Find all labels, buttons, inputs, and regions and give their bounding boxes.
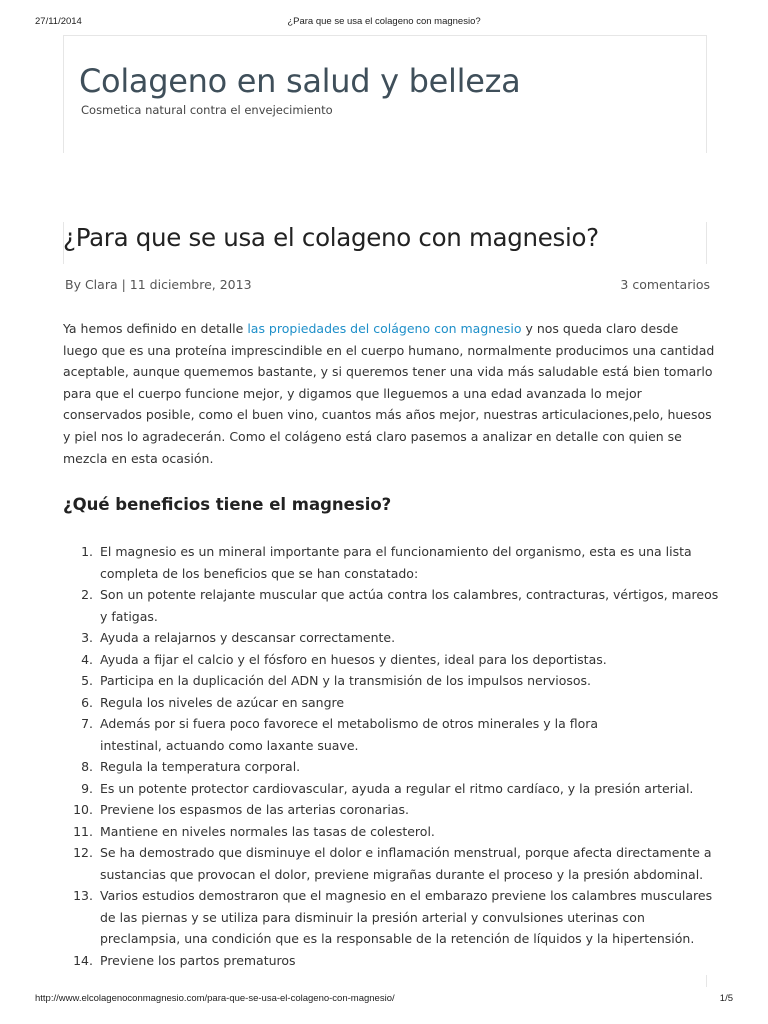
content-right-border xyxy=(706,222,707,264)
list-item-text: Es un potente protector cardiovascular, ayuda a regular el ritmo cardíaco, y la presión arterial. xyxy=(100,780,694,796)
list-item-text: Mantiene en niveles normales las tasas de colesterol. xyxy=(100,823,435,839)
post-meta xyxy=(65,277,252,292)
list-item-text: y fatigas. xyxy=(100,608,158,624)
list-item-text: Son un potente relajante muscular que actúa contra los calambres, contracturas, vértigos, mareos xyxy=(100,587,719,602)
list-item-number: 2. xyxy=(81,587,93,602)
header-box-top-border xyxy=(63,35,707,36)
intro-line: y piel nos lo agradecerán. Como el colágeno está claro pasemos a analizar en detalle con quien se xyxy=(63,428,682,444)
list-item-text: completa de los beneficios que se han constatado: xyxy=(100,565,419,581)
section-heading-benefits: ¿Qué beneficios tiene el magnesio? xyxy=(63,495,392,514)
list-item-text: preclampsia, una condición que es la responsable de la retención de líquidos y la hipertensión. xyxy=(100,931,695,946)
list-item-text: sustancias que provocan el dolor, previene migrañas durante el proceso y la presión abdominal. xyxy=(100,866,704,882)
list-item-number: 14. xyxy=(73,952,93,968)
list-item xyxy=(63,713,713,756)
list-item-text: Ayuda a relajarnos y descansar correctamente. xyxy=(100,630,396,645)
list-item-text: Regula la temperatura corporal. xyxy=(100,759,301,774)
benefits-list xyxy=(63,541,719,971)
list-item-text: Regula los niveles de azúcar en sangre xyxy=(100,694,345,710)
list-item xyxy=(63,950,713,972)
list-item-number: 1. xyxy=(81,544,93,559)
print-header xyxy=(0,16,768,30)
list-item-text: El magnesio es un mineral importante para el funcionamiento del organismo, esta es una lista xyxy=(100,544,692,559)
post-meta-by: By xyxy=(65,277,85,292)
list-item-number: 9. xyxy=(81,780,93,796)
list-item-text: Participa en la duplicación del ADN y la transmisión de los impulsos nerviosos. xyxy=(100,673,592,688)
list-item-number: 12. xyxy=(73,845,93,860)
content-right-border-lower xyxy=(706,975,707,987)
intro-line: para que el cuerpo funcione mejor, y digamos que lleguemos a una edad avanzada lo mejor xyxy=(63,385,642,401)
print-url: http://www.elcolagenoconmagnesio.com/para-que-se-usa-el-colageno-con-magnesio/ xyxy=(35,993,395,1004)
list-item-number: 11. xyxy=(73,823,93,839)
list-item xyxy=(63,670,713,692)
list-item xyxy=(63,821,713,843)
post-meta-separator: | xyxy=(117,277,130,292)
header-box-left-border xyxy=(63,35,64,153)
list-item xyxy=(63,885,713,950)
print-document-title: ¿Para que se usa el colageno con magnesio? xyxy=(287,16,481,27)
list-item-number: 10. xyxy=(73,802,93,817)
list-item-number: 13. xyxy=(73,888,93,903)
intro-line xyxy=(63,318,713,340)
site-tagline: Cosmetica natural contra el envejecimiento xyxy=(81,103,333,117)
comments-link[interactable]: 3 comentarios xyxy=(620,277,710,292)
list-item xyxy=(63,649,713,671)
list-item xyxy=(63,842,713,885)
intro-line: luego que es una proteína imprescindible en el cuerpo humano, normalmente producimos una cantidad xyxy=(63,342,715,358)
header-box-right-border xyxy=(706,35,707,153)
intro-line: conservados posible, como el buen vino, cuantos más años mejor, nuestras articulaciones,pelo, huesos xyxy=(63,407,712,423)
collagen-properties-link[interactable]: las propiedades del colágeno con magnesio xyxy=(247,321,522,336)
site-title[interactable]: Colageno en salud y belleza xyxy=(79,62,521,100)
list-item-text: Previene los partos prematuros xyxy=(100,952,296,968)
intro-paragraph xyxy=(63,318,713,469)
list-item xyxy=(63,756,713,778)
list-item-text: Además por si fuera poco favorece el metabolismo de otros minerales y la flora xyxy=(100,716,599,731)
list-item-number: 7. xyxy=(81,716,93,731)
list-item-text: intestinal, actuando como laxante suave. xyxy=(100,737,359,753)
intro-lead: Ya hemos definido en detalle xyxy=(63,321,248,336)
list-item xyxy=(63,692,713,714)
list-item-number: 4. xyxy=(81,651,93,667)
list-item-text: de las piernas y se utiliza para disminuir la presión arterial y convulsiones uterinas con xyxy=(100,909,645,925)
post-title: ¿Para que se usa el colageno con magnesio? xyxy=(63,223,599,252)
list-item xyxy=(63,584,719,627)
intro-line: aceptable, aunque quememos bastante, y si queremos tener una vida más saludable está bien tomarlo xyxy=(63,364,713,380)
post-author-link[interactable]: Clara xyxy=(84,277,118,292)
list-item-number: 8. xyxy=(81,759,93,774)
print-page-number: 1/5 xyxy=(719,993,733,1004)
list-item xyxy=(63,778,713,800)
intro-line: mezcla en esta ocasión. xyxy=(63,450,214,466)
list-item-number: 5. xyxy=(81,673,93,688)
print-date: 27/11/2014 xyxy=(35,16,82,27)
list-item-text: Ayuda a fijar el calcio y el fósforo en huesos y dientes, ideal para los deportistas. xyxy=(100,651,607,667)
list-item-text: Previene los espasmos de las arterias coronarias. xyxy=(100,802,409,817)
list-item-text: Se ha demostrado que disminuye el dolor e inflamación menstrual, porque afecta directamente a xyxy=(100,845,712,860)
list-item-text: Varios estudios demostraron que el magnesio en el embarazo previene los calambres musculares xyxy=(100,888,713,903)
print-footer xyxy=(0,993,768,1007)
list-item-number: 3. xyxy=(81,630,93,645)
list-item xyxy=(63,627,713,649)
intro-line1-rest: y nos queda claro desde xyxy=(521,321,679,336)
list-item-number: 6. xyxy=(81,694,93,710)
list-item xyxy=(63,799,713,821)
post-date: 11 diciembre, 2013 xyxy=(129,277,252,292)
list-item xyxy=(63,541,713,584)
